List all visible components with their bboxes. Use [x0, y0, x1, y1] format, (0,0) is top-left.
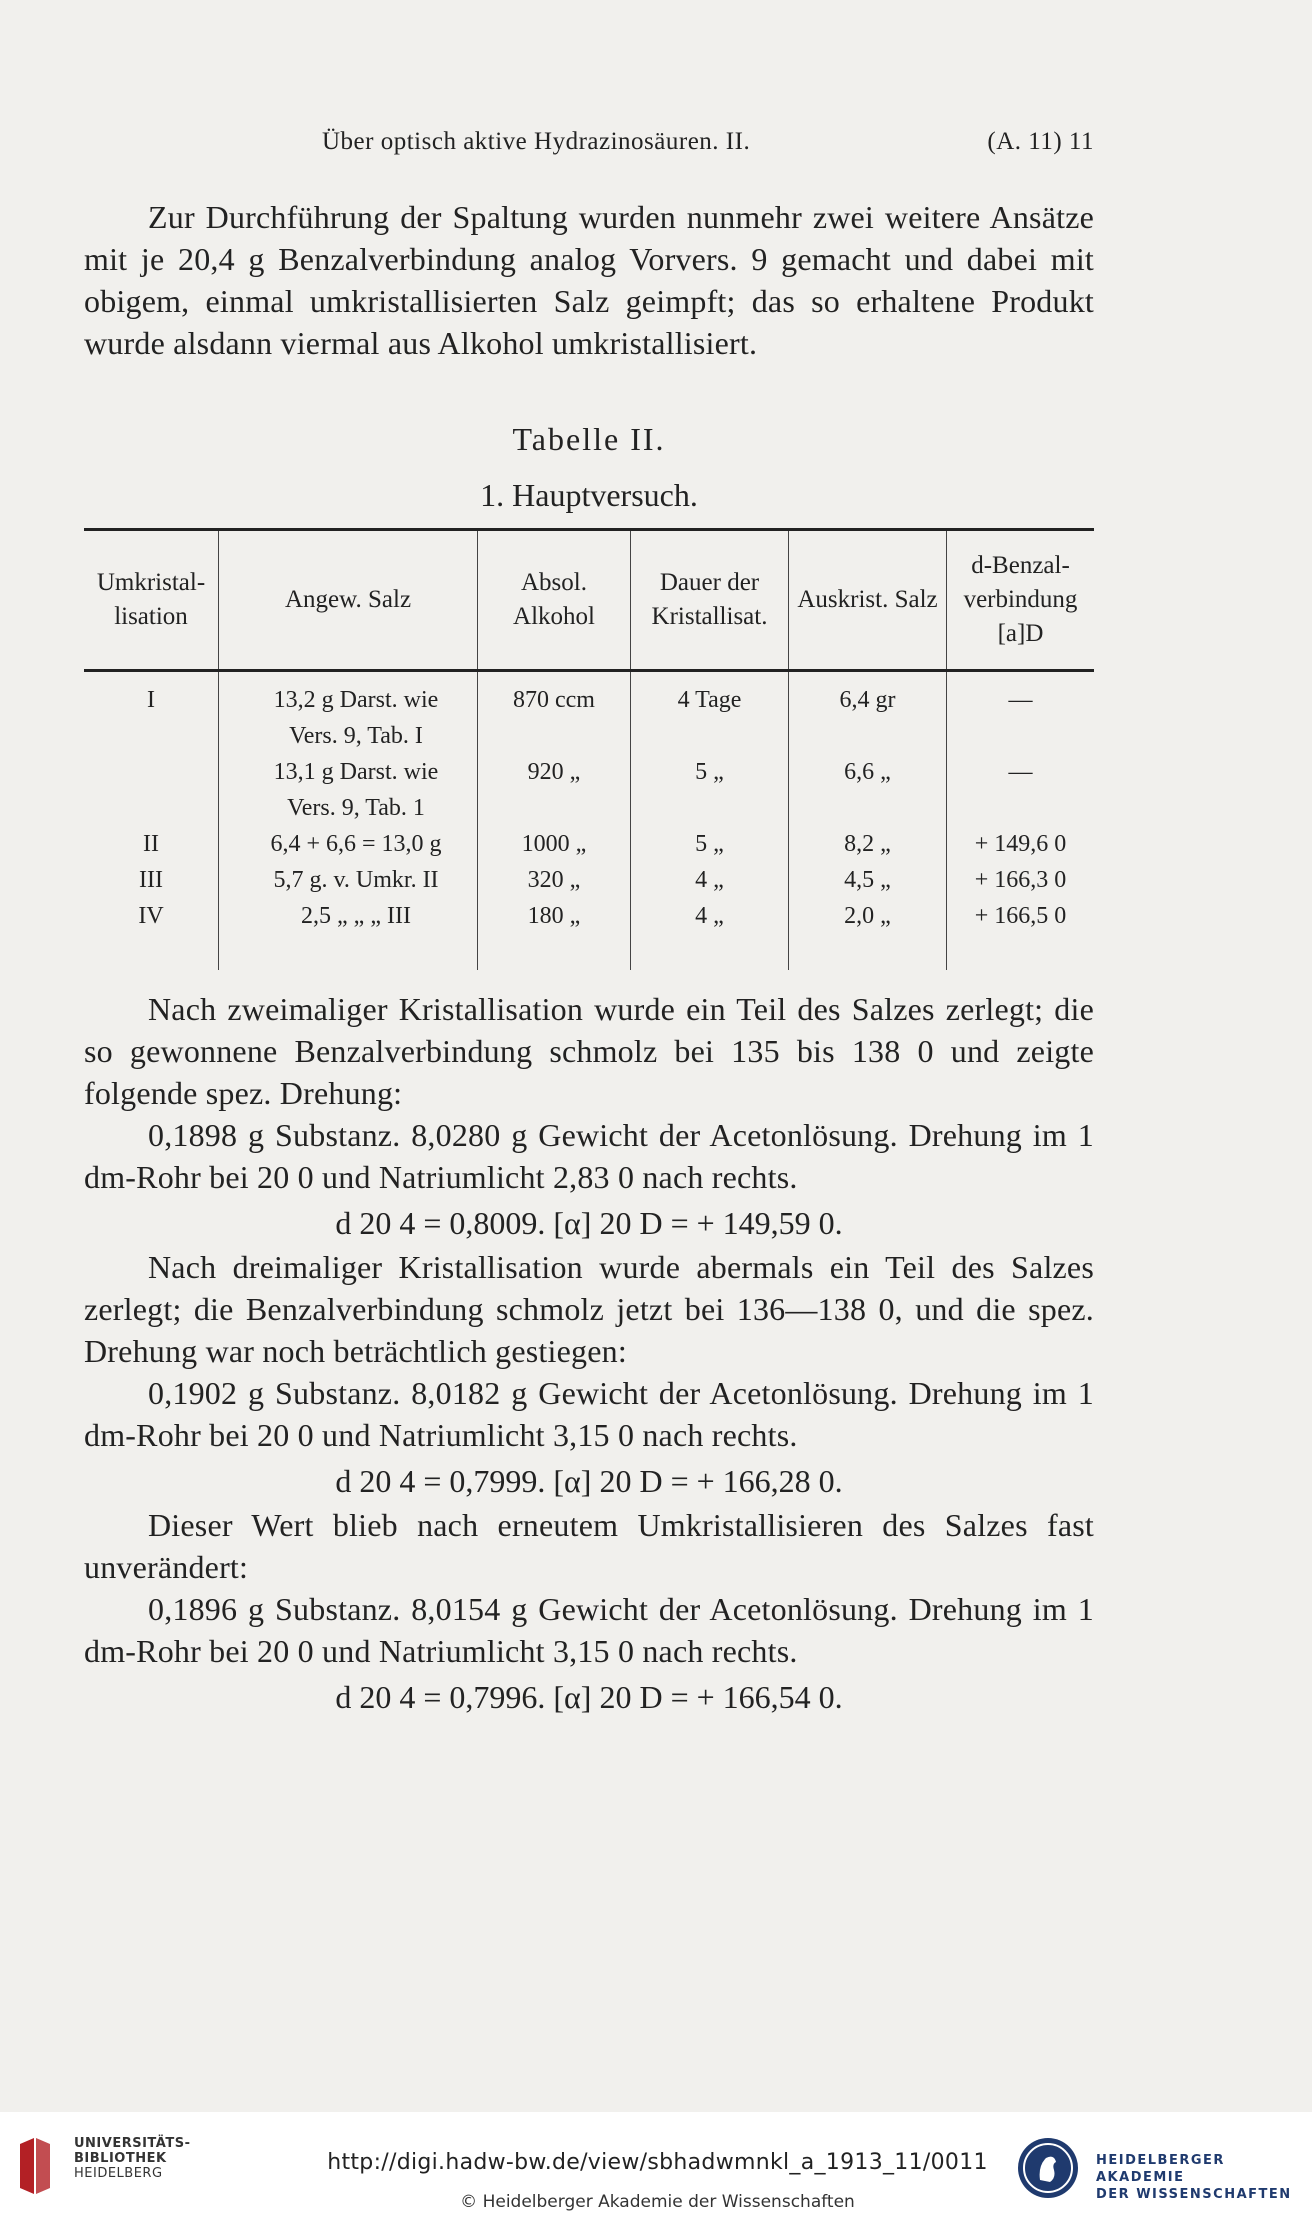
col-header-angew-salz: Angew. Salz: [219, 530, 478, 671]
running-header: [84, 128, 1094, 168]
intro-block: [84, 196, 1094, 364]
table-body: [84, 671, 1094, 971]
academy-name: [1096, 2152, 1315, 2203]
paragraph-6: 0,1896 g Substanz. 8,0154 g Gewicht der Acetonlösung. Drehung im 1 dm-Rohr bei 20 0 und Natriumlicht 3,15 0 nach rechts.: [84, 1591, 1094, 1669]
cell-ausk: [789, 718, 947, 754]
cell-ausk: 6,4 gr: [789, 671, 947, 719]
cell-ausk: 4,5 „: [789, 862, 947, 898]
table-row: [84, 718, 1094, 754]
cell-umk: IV: [138, 903, 164, 929]
cell-salz: Vers. 9, Tab. 1: [219, 790, 478, 826]
formula-1: d 20 4 = 0,8009. [α] 20 D = + 149,59 0.: [335, 1205, 843, 1241]
intro-paragraph: Zur Durchführung der Spaltung wurden nunmehr zwei weitere Ansätze mit je 20,4 g Benzalverbindung analog Vorvers. 9 gemacht und dabei mit obigem, einmal umkristallisierten Salz geimpft; das so erhaltene Produkt wurde alsdann viermal aus Alkohol umkristallisiert.: [84, 199, 1094, 361]
table-header-row: [84, 530, 1094, 671]
cell-ausk: [789, 790, 947, 826]
academy-line-1: HEIDELBERGER AKADEMIE: [1096, 2153, 1225, 2185]
academy-line-2: DER WISSENSCHAFTEN: [1096, 2187, 1292, 2202]
cell-umk: [84, 718, 219, 754]
col-header-benzalverbindung: d-Benzal-verbindung [a]D: [947, 530, 1095, 671]
table-ii: [84, 528, 1094, 970]
cell-salz: 5,7 g. v. Umkr. II: [219, 862, 478, 898]
ub-line-3: HEIDELBERG: [74, 2166, 163, 2181]
formula-2: d 20 4 = 0,7999. [α] 20 D = + 166,28 0.: [335, 1463, 843, 1499]
col-header-umkristallisation: Umkristal-lisation: [84, 530, 219, 671]
cell-salz: 2,5 „ „ „ III: [219, 898, 478, 970]
cell-alk: 920 „: [478, 754, 631, 790]
cell-umk: [84, 754, 219, 790]
col-header-dauer: Dauer der Kristallisat.: [631, 530, 789, 671]
cell-benz: + 166,5 0: [947, 898, 1095, 970]
cell-benz: —: [947, 671, 1095, 719]
table-row: [84, 862, 1094, 898]
table-row: [84, 790, 1094, 826]
cell-salz: 13,2 g Darst. wie: [219, 671, 478, 719]
formula-3: d 20 4 = 0,7996. [α] 20 D = + 166,54 0.: [335, 1679, 843, 1715]
cell-alk: [478, 718, 631, 754]
cell-dauer: 4 „: [631, 862, 789, 898]
cell-salz: 13,1 g Darst. wie: [219, 754, 478, 790]
cell-alk: 320 „: [478, 862, 631, 898]
cell-benz: + 166,3 0: [947, 862, 1095, 898]
cell-ausk: 2,0 „: [789, 898, 947, 970]
table-row: [84, 898, 1094, 970]
cell-alk: 870 ccm: [478, 671, 631, 719]
cell-benz: [947, 790, 1095, 826]
table-title: Tabelle II.: [512, 421, 666, 457]
cell-umk: [84, 790, 219, 826]
cell-dauer: 5 „: [631, 826, 789, 862]
paragraph-3: Nach dreimaliger Kristallisation wurde abermals ein Teil des Salzes zerlegt; die Benzalverbindung schmolz jetzt bei 136—138 0, und die spez. Drehung war noch beträchtlich gestiegen:: [84, 1249, 1094, 1369]
table-row: [84, 754, 1094, 790]
results-block: [84, 988, 1094, 1720]
academy-seal-icon: [1016, 2136, 1080, 2200]
cell-ausk: 6,6 „: [789, 754, 947, 790]
permalink-url[interactable]: http://digi.hadw-bw.de/view/sbhadwmnkl_a_1913_11/0011: [327, 2150, 988, 2175]
cell-umk: III: [139, 867, 163, 893]
cell-dauer: 4 „: [631, 898, 789, 970]
cell-dauer: [631, 790, 789, 826]
paragraph-2: 0,1898 g Substanz. 8,0280 g Gewicht der Acetonlösung. Drehung im 1 dm-Rohr bei 20 0 und Natriumlicht 2,83 0 nach rechts.: [84, 1117, 1094, 1195]
ub-line-1: UNIVERSITÄTS-: [74, 2136, 191, 2151]
table-subtitle: 1. Hauptversuch.: [480, 477, 698, 513]
data-table: [84, 528, 1094, 970]
cell-benz: + 149,6 0: [947, 826, 1095, 862]
col-header-auskrist: Auskrist. Salz: [789, 530, 947, 671]
cell-salz: 6,4 + 6,6 = 13,0 g: [219, 826, 478, 862]
table-row: [84, 671, 1094, 719]
paragraph-1: Nach zweimaliger Kristallisation wurde ein Teil des Salzes zerlegt; die so gewonnene Benzalverbindung schmolz bei 135 bis 138 0 und zeigte folgende spez. Drehung:: [84, 991, 1094, 1111]
footer: [0, 2112, 1315, 2225]
paragraph-5: Dieser Wert blieb nach erneutem Umkristallisieren des Salzes fast unverändert:: [84, 1507, 1094, 1585]
cell-salz: Vers. 9, Tab. I: [219, 718, 478, 754]
header-title: Über optisch aktive Hydrazinosäuren. II.: [322, 128, 751, 155]
cell-alk: [478, 790, 631, 826]
cell-umk: II: [143, 831, 159, 857]
cell-dauer: 5 „: [631, 754, 789, 790]
paragraph-4: 0,1902 g Substanz. 8,0182 g Gewicht der Acetonlösung. Drehung im 1 dm-Rohr bei 20 0 und Natriumlicht 3,15 0 nach rechts.: [84, 1375, 1094, 1453]
header-page-ref: (A. 11) 11: [987, 128, 1094, 155]
table-row: [84, 826, 1094, 862]
cell-dauer: [631, 718, 789, 754]
cell-benz: [947, 718, 1095, 754]
cell-dauer: 4 Tage: [631, 671, 789, 719]
copyright-notice: © Heidelberger Akademie der Wissenschaften: [460, 2192, 855, 2212]
cell-alk: 180 „: [478, 898, 631, 970]
table-caption: [84, 418, 1094, 516]
col-header-alkohol: Absol. Alkohol: [478, 530, 631, 671]
ub-line-2: BIBLIOTHEK: [74, 2151, 167, 2166]
cell-benz: —: [947, 754, 1095, 790]
cell-umk: I: [147, 687, 155, 713]
cell-alk: 1000 „: [478, 826, 631, 862]
cell-ausk: 8,2 „: [789, 826, 947, 862]
